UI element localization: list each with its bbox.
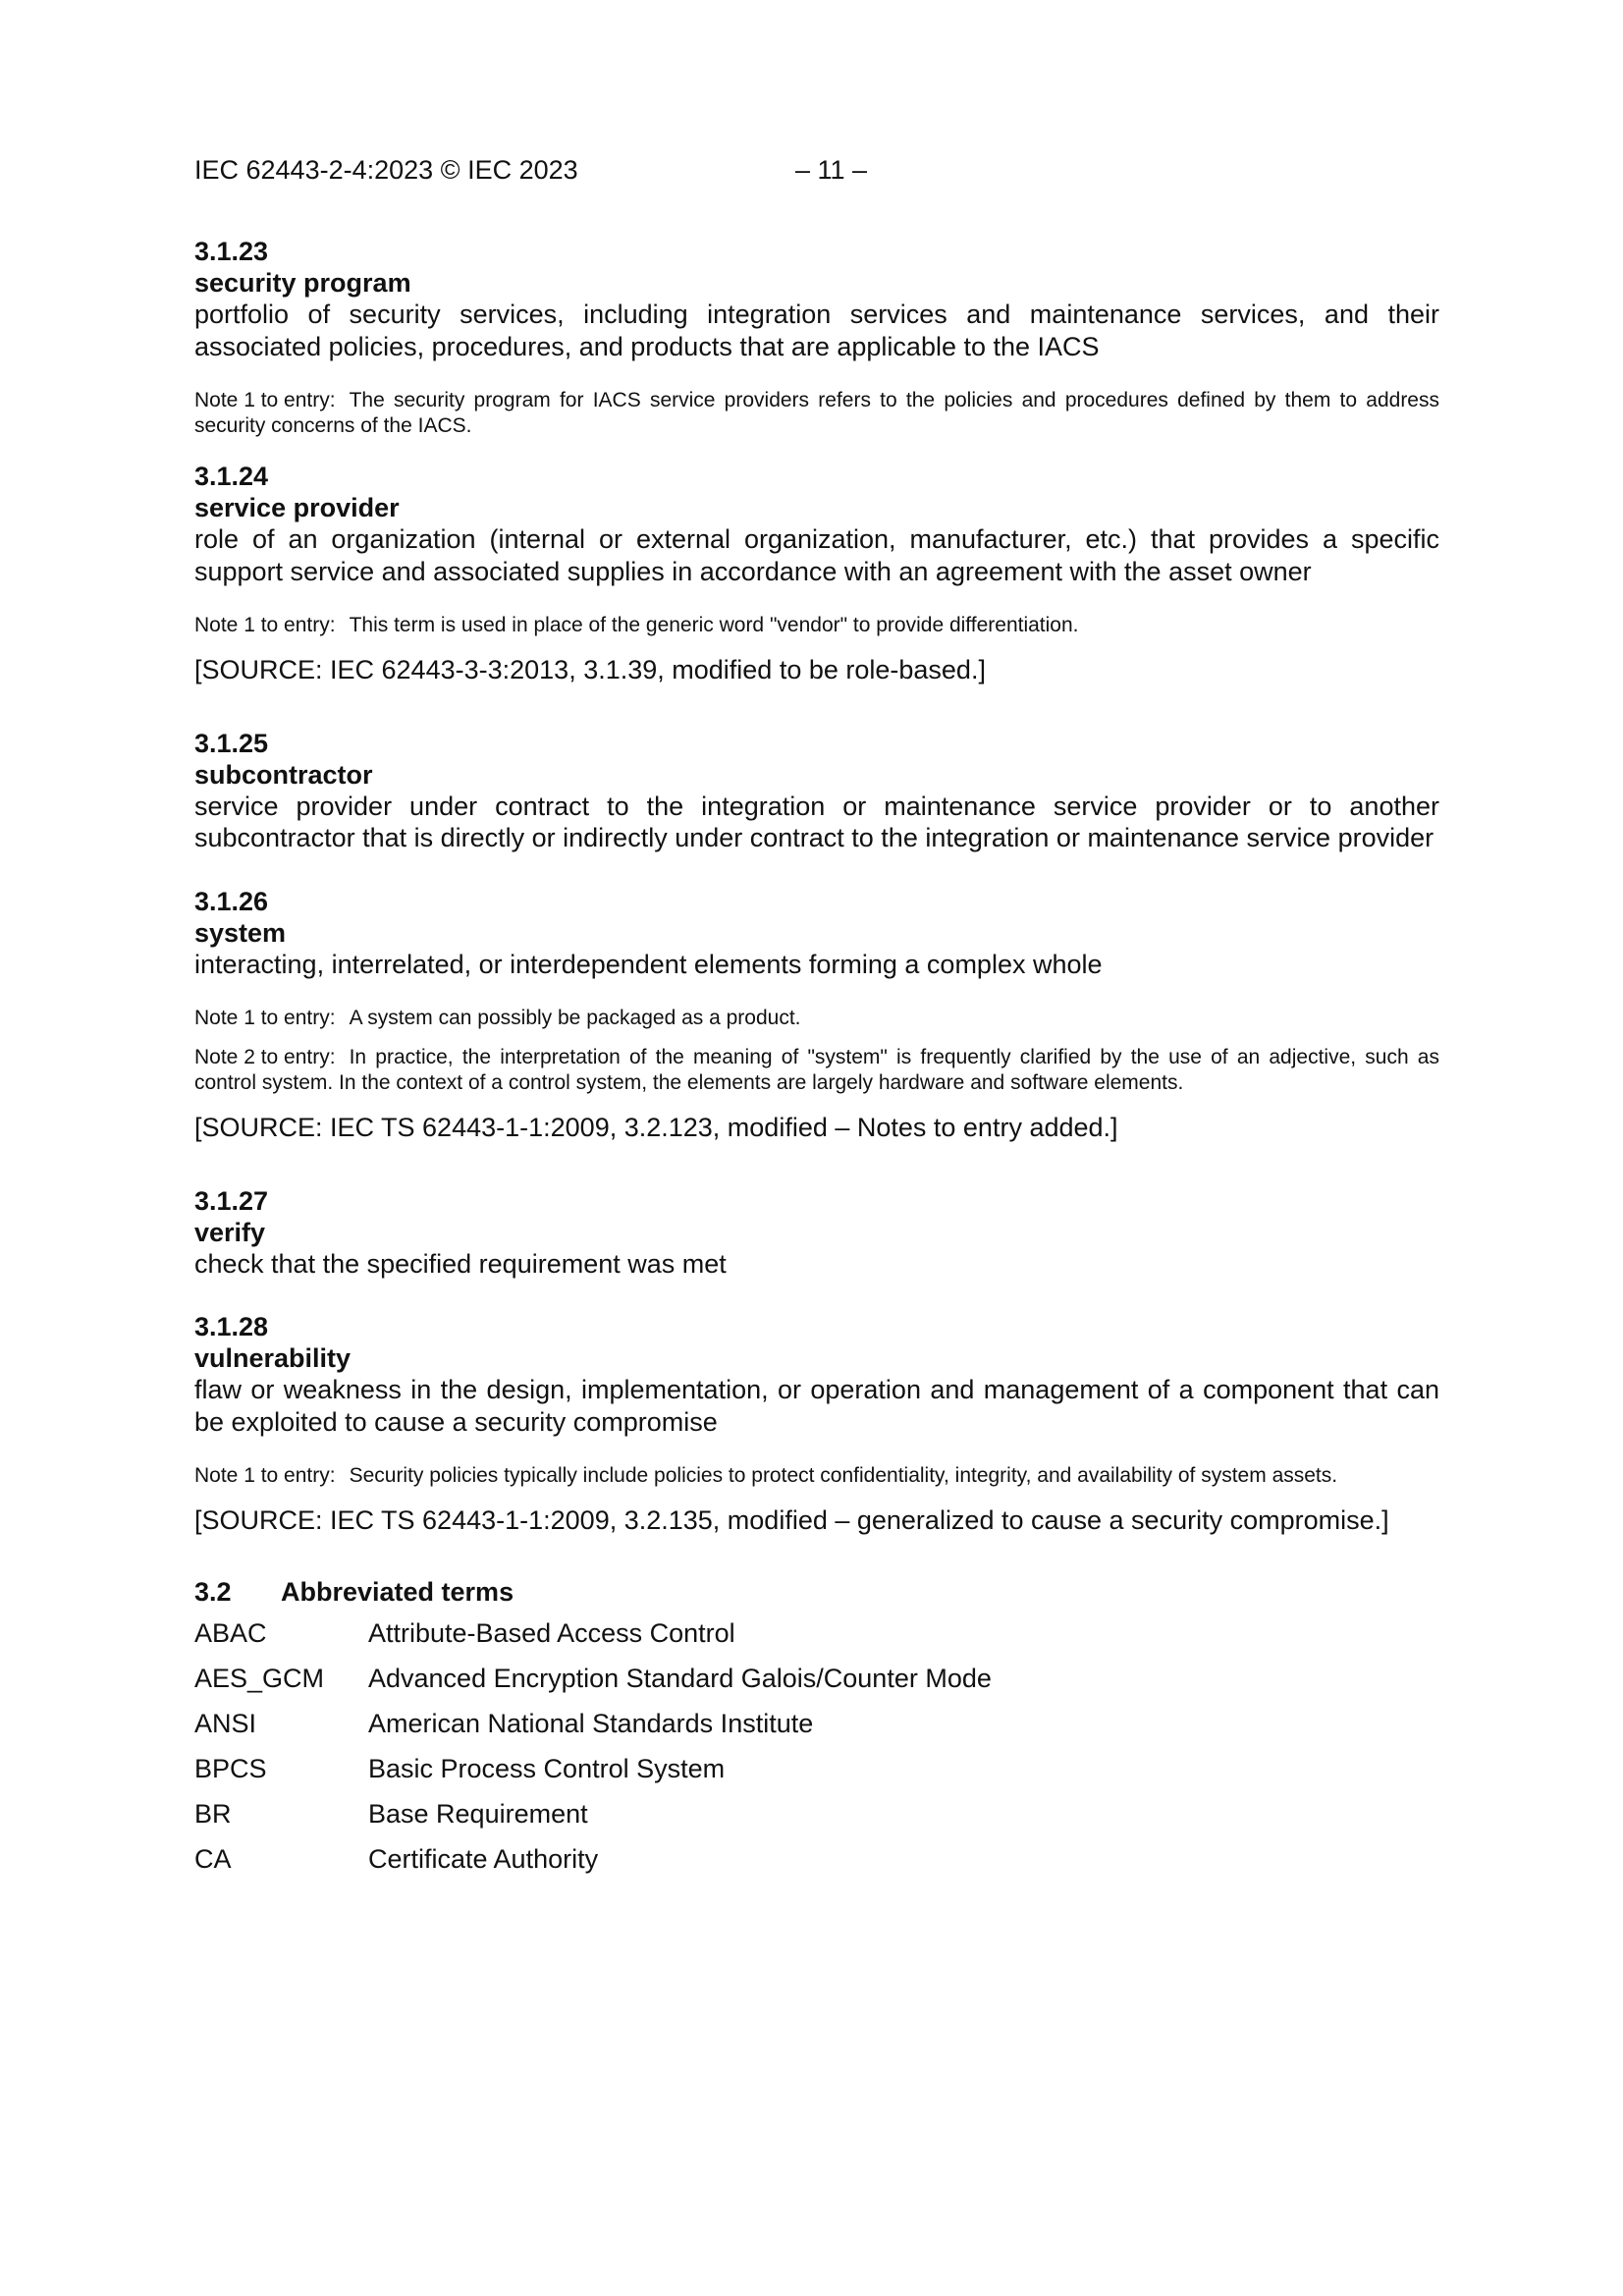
term-number: 3.1.23 [194,237,269,266]
term-entry-3-1-28 [194,1311,1439,1537]
note-text: A system can possibly be packaged as a product. [349,1007,801,1029]
term-definition: service provider under contract to the integration or maintenance service provider or to another subcontractor that is directly or indirectly under contract to the integration or maintenance service provider [194,791,1439,852]
note-to-entry [194,1463,1439,1489]
term-entry-3-1-23 [194,236,1439,439]
note-label: Note 1 to entry: [194,1464,336,1487]
term-number: 3.1.28 [194,1312,269,1341]
note-label: Note 1 to entry: [194,614,336,636]
note-to-entry [194,1006,1439,1031]
term-definition: role of an organization (internal or external organization, manufacturer, etc.) that provides a specific support service and associated supplies in accordance with an agreement with the asset owner [194,524,1439,586]
term-number: 3.1.27 [194,1185,269,1216]
term-name: security program [194,268,411,298]
abbreviation: ANSI [194,1708,257,1738]
abbreviation: BR [194,1798,232,1829]
note-to-entry [194,388,1439,439]
term-name: subcontractor [194,759,373,790]
term-number: 3.1.24 [194,462,269,491]
abbreviation-row [194,1753,1439,1798]
term-entry-3-1-25 [194,728,1439,854]
term-entry-3-1-26 [194,886,1439,1144]
term-name: system [194,917,287,948]
section-title: Abbreviated terms [281,1576,514,1607]
abbreviation: ABAC [194,1617,267,1648]
term-entry-3-1-27 [194,1185,1439,1281]
term-name: verify [194,1217,266,1247]
abbreviation-expansion: Certificate Authority [368,1843,599,1874]
term-source: [SOURCE: IEC TS 62443-1-1:2009, 3.2.135, modified – generalized to cause a security compromise.] [194,1505,1389,1535]
abbreviation-row [194,1663,1439,1708]
term-definition: interacting, interrelated, or interdependent elements forming a complex whole [194,949,1103,979]
note-text: In practice, the interpretation of the meaning of "system" is frequently clarified by the use of an adjective, such as control system. In the context of a control system, the elements are largely hardware and software elements. [194,1046,1439,1094]
term-name: service provider [194,493,400,522]
abbreviation-row [194,1617,1439,1663]
term-number: 3.1.25 [194,728,269,758]
page-number: – 11 – [795,155,868,185]
term-definition: flaw or weakness in the design, implementation, or operation and management of a component that can be exploited to cause a security compromise [194,1375,1439,1437]
note-text: This term is used in place of the generic word "vendor" to provide differentiation. [349,614,1079,636]
abbreviation: AES_GCM [194,1663,325,1693]
note-text: The security program for IACS service providers refers to the policies and procedures defined by them to address security concerns of the IACS. [194,389,1439,437]
note-text: Security policies typically include policies to protect confidentiality, integrity, and availability of system assets. [349,1464,1338,1487]
term-entry-3-1-24 [194,461,1439,686]
note-label: Note 1 to entry: [194,1007,336,1029]
document-identifier: IEC 62443-2-4:2023 © IEC 2023 [194,155,578,185]
note-label: Note 1 to entry: [194,389,336,411]
abbreviation-row [194,1798,1439,1843]
term-definition: portfolio of security services, including integration services and maintenance services, and their associated policies, procedures, and products that are applicable to the IACS [194,300,1439,361]
abbreviation: BPCS [194,1753,267,1783]
term-definition: check that the specified requirement was met [194,1248,727,1279]
abbreviation-expansion: Base Requirement [368,1798,588,1829]
term-name: vulnerability [194,1343,352,1373]
term-source: [SOURCE: IEC 62443-3-3:2013, 3.1.39, modified to be role-based.] [194,655,986,684]
abbreviation-expansion: American National Standards Institute [368,1708,814,1738]
note-to-entry [194,1045,1439,1096]
term-number: 3.1.26 [194,886,269,916]
page-header [194,155,1441,191]
abbreviation-row [194,1708,1439,1753]
note-label: Note 2 to entry: [194,1046,336,1068]
section-number: 3.2 [194,1576,232,1607]
abbreviation-row [194,1843,1439,1888]
abbreviation: CA [194,1843,232,1874]
abbreviation-expansion: Advanced Encryption Standard Galois/Counter Mode [368,1663,992,1693]
abbreviation-list [194,1617,1439,1888]
document-body [194,236,1439,1888]
note-to-entry [194,613,1439,638]
abbreviation-expansion: Basic Process Control System [368,1753,726,1783]
abbreviation-expansion: Attribute-Based Access Control [368,1617,735,1648]
term-source: [SOURCE: IEC TS 62443-1-1:2009, 3.2.123, modified – Notes to entry added.] [194,1113,1118,1142]
section-heading-abbreviated-terms [194,1576,1439,1608]
